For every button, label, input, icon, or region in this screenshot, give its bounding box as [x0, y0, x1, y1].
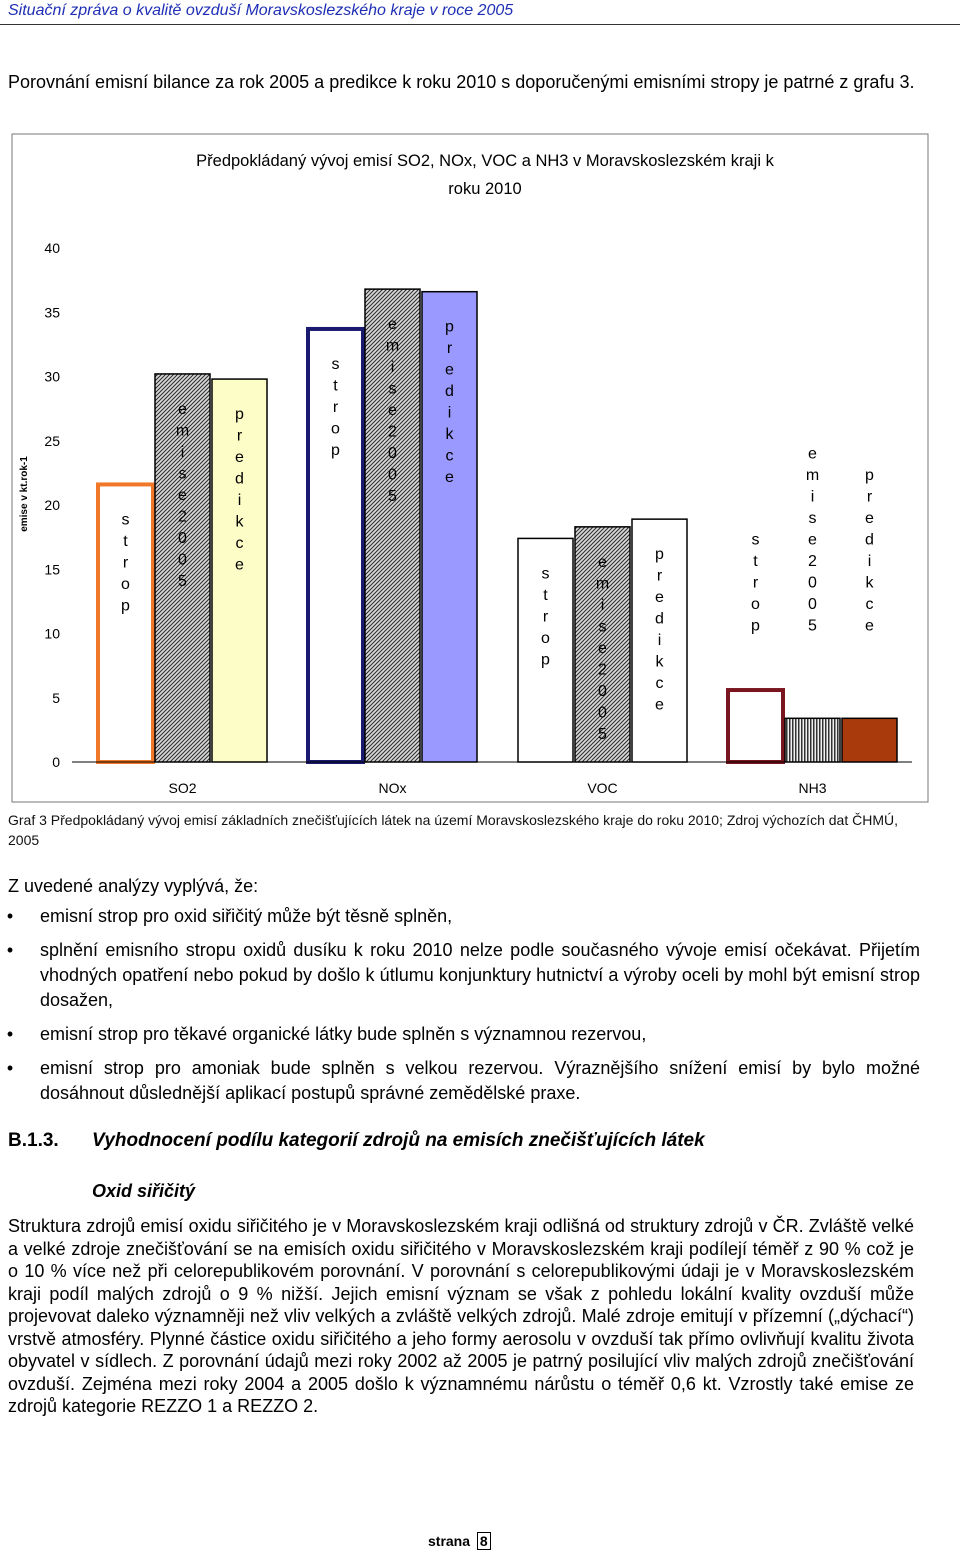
bar-label-letter: 2 — [808, 553, 817, 570]
bar-label-letter: 0 — [808, 596, 817, 613]
bar-label-letter: k — [445, 426, 454, 444]
bar-label-letter: s — [808, 510, 817, 527]
findings-list — [0, 904, 920, 1115]
bar-label-letter: r — [122, 554, 129, 572]
section-title: Vyhodnocení podílu kategorií zdrojů na emisích znečišťujících látek — [92, 1130, 705, 1151]
bar-label-letter: d — [235, 470, 244, 488]
bar-label-letter: 0 — [808, 574, 817, 592]
bar-label-letter: s — [751, 531, 760, 549]
bar-label-letter: k — [865, 574, 874, 592]
bar-label-letter: 2 — [388, 423, 397, 441]
section-number: B.1.3. — [8, 1130, 59, 1151]
bar-label-letter: p — [235, 406, 244, 424]
bullet-icon: • — [6, 906, 14, 926]
bar-label-letter: r — [656, 567, 663, 585]
bar-label-letter: p — [655, 546, 664, 564]
bar-label-letter: o — [331, 420, 340, 438]
bar-label-letter: 0 — [388, 466, 397, 484]
bar-label-letter: e — [598, 639, 607, 657]
caption-text: Předpokládaný vývoj emisí základních znečišťujících látek na území Moravskoslezského kraje do roku 2010; Zdroj výchozích dat ČHMÚ, 2005 — [8, 812, 898, 848]
bar-label-letter: c — [235, 535, 244, 553]
bar-label-letter: i — [447, 404, 452, 422]
bar-label-letter: i — [390, 359, 395, 377]
bar-label-letter: p — [445, 318, 454, 336]
list-item — [0, 938, 920, 1013]
bar-label-letter: r — [542, 608, 549, 626]
bar-label-letter: e — [445, 361, 454, 379]
bullet-icon: • — [6, 1024, 14, 1044]
bar-label-letter: i — [180, 443, 185, 461]
x-tick-label: SO2 — [168, 780, 197, 796]
bar-label-letter: d — [655, 610, 664, 628]
bar-emise-2005-NH3 — [785, 718, 840, 762]
list-item — [0, 1056, 920, 1106]
list-item-text: emisní strop pro amoniak bude splněn s velkou rezervou. Výraznějšího snížení emisí by bylo možné dosáhnout důslednější aplikací postupů správné zemědělské praxe. — [40, 1058, 920, 1103]
bar-label-letter: e — [388, 316, 397, 334]
bar-label-letter: s — [388, 380, 397, 398]
bar-label-letter: e — [655, 589, 664, 607]
bar-label-letter: 0 — [388, 445, 397, 463]
list-item — [0, 904, 920, 929]
bar-label-letter: 2 — [178, 508, 187, 526]
bar-label-letter: c — [865, 596, 874, 613]
bar-label-letter: o — [751, 596, 760, 613]
bar-label-letter: i — [810, 488, 815, 506]
bar-label-letter: e — [235, 556, 244, 574]
bar-label-letter: 0 — [598, 704, 607, 722]
chart-title-line-2: roku 2010 — [448, 180, 522, 198]
bar-label-letter: e — [865, 617, 874, 635]
bar-strop-NH3 — [728, 690, 783, 762]
y-tick-label: 5 — [52, 689, 60, 706]
bar-label-letter: r — [866, 488, 873, 506]
bar-label-letter: s — [331, 355, 340, 373]
bar-label-letter: e — [178, 400, 187, 418]
bar-label-letter: m — [595, 575, 610, 593]
y-tick-label: 30 — [44, 368, 60, 385]
y-tick-label: 15 — [44, 561, 60, 578]
chart-title-line-1: Předpokládaný vývoj emisí SO2, NOx, VOC a NH3 v Moravskoslezském kraji k — [196, 152, 774, 170]
y-tick-label: 40 — [44, 240, 60, 256]
y-axis-label: emise v kt.rok-1 — [19, 456, 30, 532]
y-tick-label: 0 — [52, 754, 60, 770]
header-divider — [0, 24, 960, 25]
bar-label-letter: o — [541, 629, 550, 647]
emissions-chart — [0, 128, 930, 804]
bar-label-letter: p — [751, 617, 760, 635]
list-item-text: emisní strop pro těkavé organické látky bude splněn s významnou rezervou, — [40, 1024, 647, 1044]
bar-label-letter: e — [178, 486, 187, 504]
y-tick-label: 10 — [44, 625, 60, 642]
bar-label-letter: k — [235, 513, 244, 531]
bar-label-letter: t — [123, 532, 128, 550]
bar-label-letter: p — [121, 597, 130, 615]
bar-predikce-NH3 — [842, 718, 897, 762]
running-header: Situační zpráva o kvalitě ovzduší Moravskoslezského kraje v roce 2005 — [8, 2, 514, 19]
bar-label-letter: r — [752, 574, 759, 592]
bar-label-letter: s — [541, 565, 550, 583]
bar-label-letter: 0 — [178, 529, 187, 547]
bar-label-letter: 0 — [178, 551, 187, 569]
bar-label-letter: e — [808, 445, 817, 463]
bullet-icon: • — [6, 940, 14, 960]
x-tick-label: NOx — [378, 780, 407, 796]
y-tick-label: 20 — [44, 497, 60, 513]
bar-label-letter: t — [333, 377, 338, 395]
bar-label-letter: i — [867, 553, 872, 570]
bar-label-letter: 5 — [808, 617, 817, 635]
bar-label-letter: 5 — [178, 572, 187, 590]
bar-label-letter: e — [865, 510, 874, 527]
bar-label-letter: s — [121, 511, 130, 529]
bar-label-letter: m — [175, 422, 190, 440]
list-item — [0, 1022, 920, 1047]
bar-label-letter: s — [598, 618, 607, 636]
bullet-icon: • — [6, 1058, 14, 1078]
bar-label-letter: p — [541, 651, 550, 669]
x-tick-label: NH3 — [798, 780, 827, 796]
footer-label: strana — [428, 1533, 471, 1549]
bar-label-letter: i — [657, 632, 662, 650]
bar-label-letter: t — [543, 586, 548, 604]
bar-label-letter: o — [121, 575, 130, 593]
bar-label-letter: 0 — [598, 682, 607, 700]
bar-label-letter: p — [331, 441, 340, 459]
bar-label-letter: s — [178, 465, 187, 483]
bar-label-letter: 2 — [598, 661, 607, 679]
subsection-title: Oxid siřičitý — [92, 1181, 196, 1201]
page-footer — [428, 1532, 491, 1550]
bar-label-letter: r — [236, 427, 243, 445]
bar-label-letter: e — [655, 696, 664, 714]
x-tick-label: VOC — [587, 780, 618, 796]
bar-label-letter: k — [655, 653, 664, 671]
analysis-intro: Z uvedené analýzy vyplývá, že: — [8, 876, 259, 896]
list-item-text: splnění emisního stropu oxidů dusíku k roku 2010 nelze podle současného vývoje emisí očekávat. Přijetím vhodných opatření nebo pokud by došlo k útlumu konjunktury hutnictví a výroby oceli by mohl být emisní strop dosažen, — [40, 940, 920, 1010]
list-item-text: emisní strop pro oxid siřičitý může být těsně splněn, — [40, 906, 453, 926]
bar-label-letter: e — [388, 402, 397, 420]
chart-caption — [8, 810, 923, 850]
section-body: Struktura zdrojů emisí oxidu siřičitého je v Moravskoslezském kraji odlišná od struktury zdrojů v ČR. Zvláště velké a velké zdroje znečišťování se na emisích oxidu siřičitého v Moravskoslezském kraji podílejí téměř z 90 % což je o 10 % více než při celorepublikovém porovnání. V porovnání s celorepublikovými údaji je v Moravskoslezském kraji podíl malých zdrojů o 9 % nižší. Jejich emisní význam se však z pohledu lokální kvality ovzduší může projevovat daleko významněji než vliv velkých a zvláště velkých zdrojů. Malé zdroje emitují v přízemní („dýchací“) vrstvě atmosféry. Plynné částice oxidu siřičitého a jeho formy aerosolu v ovzduší tak přímo ovlivňují kvalitu života obyvatel v sídlech. Z porovnání údajů mezi roky 2002 až 2005 je patrný posilující vliv malých zdrojů znečišťování ovzduší. Zejména mezi roky 2004 a 2005 došlo k významnému nárůstu o téměř 0,6 kt. Vzrostly také emise ze zdrojů kategorie REZZO 1 a REZZO 2. — [8, 1216, 914, 1416]
bar-label-letter: e — [808, 531, 817, 549]
bar-label-letter: d — [865, 531, 874, 549]
bar-label-letter: e — [235, 449, 244, 467]
bar-label-letter: m — [385, 337, 400, 355]
bar-label-letter: r — [332, 398, 339, 416]
bar-label-letter: m — [805, 467, 820, 484]
bar-label-letter: t — [753, 553, 758, 570]
bar-label-letter: d — [445, 383, 454, 401]
bar-label-letter: r — [446, 340, 453, 358]
intro-paragraph: Porovnání emisní bilance za rok 2005 a predikce k roku 2010 s doporučenými emisními stropy je patrné z grafu 3. — [8, 72, 915, 92]
bar-label-letter: e — [445, 469, 454, 487]
y-tick-label: 25 — [44, 432, 60, 449]
bar-label-letter: 5 — [598, 725, 607, 743]
y-tick-label: 35 — [44, 304, 60, 321]
caption-label: Graf 3 — [8, 812, 47, 828]
page-number: 8 — [477, 1532, 491, 1550]
bar-label-letter: c — [655, 675, 664, 693]
bar-label-letter: 5 — [388, 488, 397, 506]
bar-label-letter: i — [237, 492, 242, 510]
bar-label-letter: i — [600, 596, 605, 614]
bar-label-letter: c — [445, 447, 454, 465]
bar-label-letter: e — [598, 553, 607, 571]
bar-label-letter: p — [865, 467, 874, 484]
